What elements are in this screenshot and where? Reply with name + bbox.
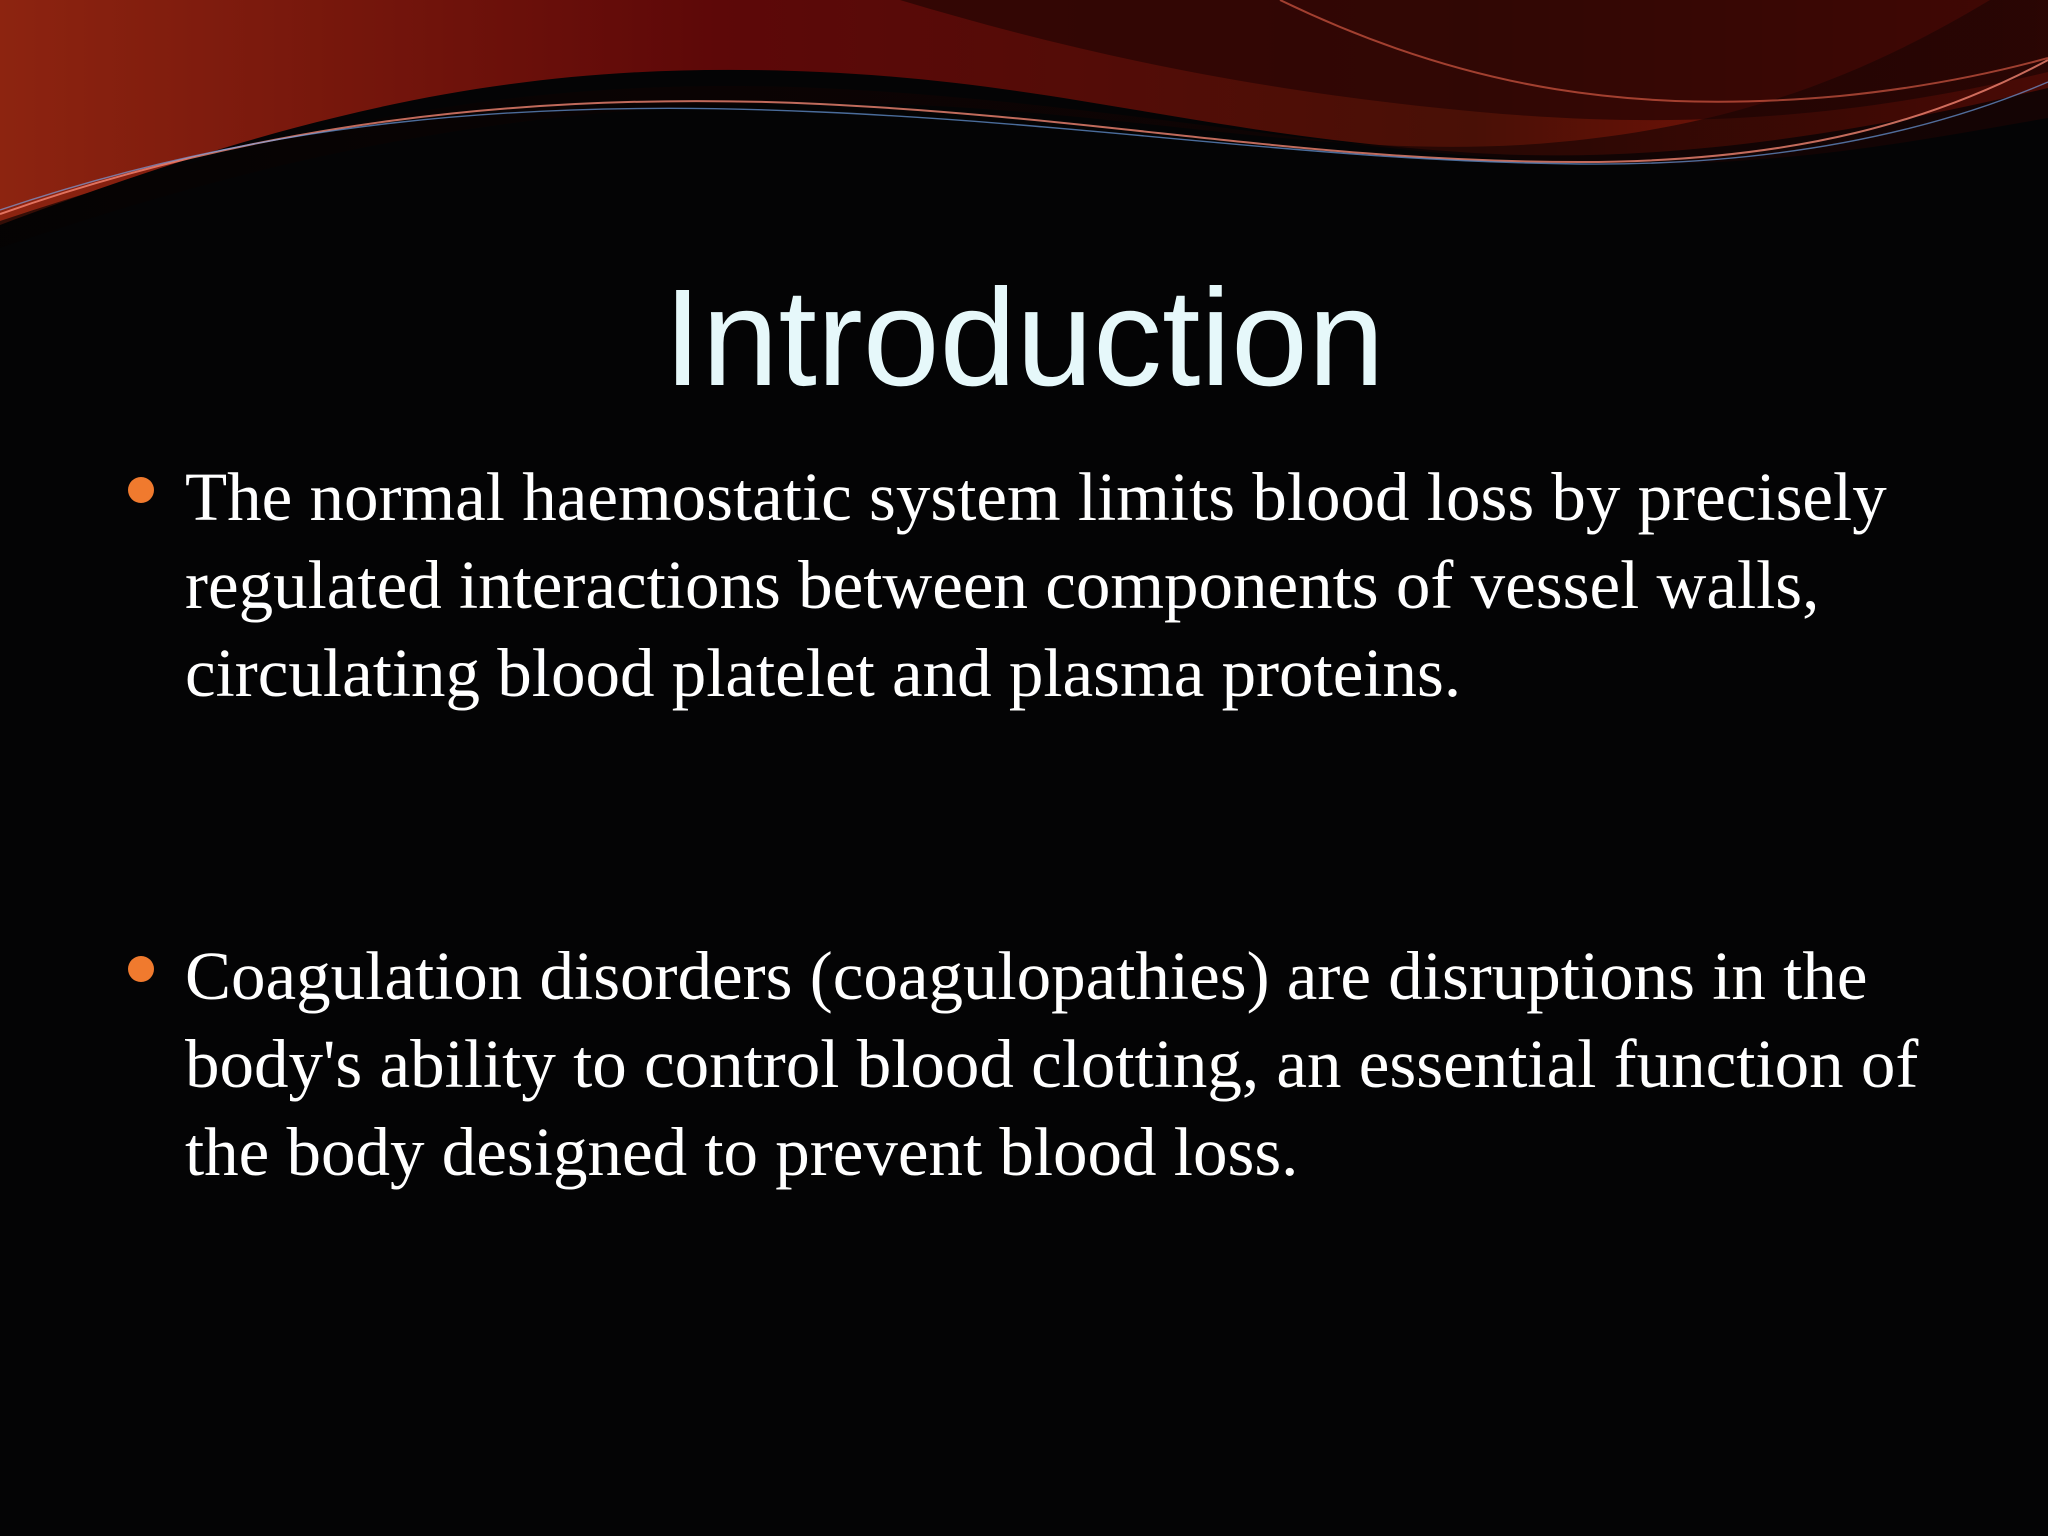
bullet-text-2: Coagulation disorders (coagulopathies) are disruptions in the body's ability to control blood clotting, an essential function of the body designed to prevent blood loss.: [185, 938, 1936, 1190]
bullet-point-icon: [128, 956, 154, 982]
bullet-text-1: The normal haemostatic system limits blood loss by precisely regulated interactions between components of vessel walls, circulating blood platelet and plasma proteins.: [185, 459, 1922, 711]
slide-title: Introduction: [663, 261, 1385, 415]
bullet-point-icon: [128, 477, 154, 503]
